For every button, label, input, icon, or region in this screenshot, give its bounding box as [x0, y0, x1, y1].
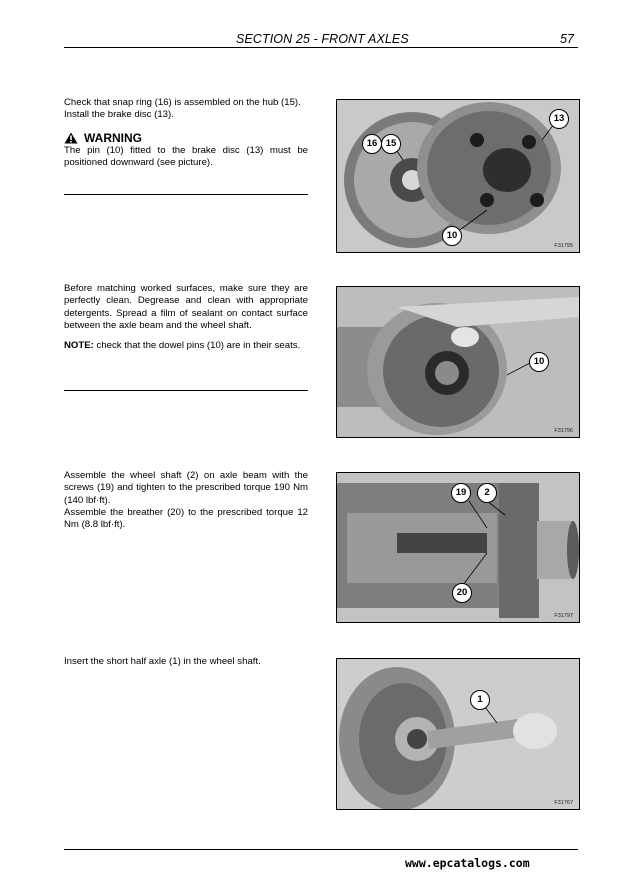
figure-code: F31795: [554, 243, 573, 249]
step-4-paragraph-1: Insert the short half axle (1) in the wheel shaft.: [64, 656, 261, 667]
footer-url[interactable]: www.epcatalogs.com: [405, 856, 530, 870]
page-number: 57: [560, 32, 574, 46]
step-1-paragraph-1: Check that snap ring (16) is assembled on the hub (15).: [64, 97, 301, 108]
header-divider: [64, 47, 578, 48]
warning-heading: [64, 132, 308, 144]
half-axle-photo: [337, 659, 579, 809]
callout-19: 19: [451, 483, 471, 503]
step-1-divider: [64, 194, 308, 195]
figure-half-axle: [336, 658, 580, 810]
warning-icon: [64, 132, 78, 144]
note-label: NOTE:: [64, 340, 94, 352]
callout-16: 16: [362, 134, 382, 154]
figure-code: F31767: [554, 800, 573, 806]
step-2-text: [64, 283, 308, 352]
warning-text: The pin (10) fitted to the brake disc (13) must be positioned downward (see picture).: [64, 144, 308, 169]
figure-wheel-shaft: [336, 472, 580, 623]
figure-code: F31796: [554, 428, 573, 434]
figure-dowel-pins: [336, 286, 580, 438]
callout-20: 20: [452, 583, 472, 603]
step-4-text: [64, 656, 308, 668]
footer-divider: [64, 849, 578, 850]
callout-10: 10: [529, 352, 549, 372]
callout-1: 1: [470, 690, 490, 710]
step-3-text: [64, 470, 308, 531]
warning-title: WARNING: [84, 130, 142, 145]
note: [64, 340, 308, 352]
step-3-paragraph-2: Assemble the breather (20) to the prescribed torque 12 Nm (8.8 lbf·ft).: [64, 506, 308, 531]
figure-brake-disc-install: [336, 99, 580, 253]
step-1-text: [64, 97, 308, 169]
note-text: check that the dowel pins (10) are in their seats.: [93, 340, 301, 352]
callout-2: 2: [477, 483, 497, 503]
step-2-paragraph-1: Before matching worked surfaces, make sure they are perfectly clean. Degrease and clean with appropriate detergents. Spread a film of sealant on contact surface between the axle beam and the wheel shaft.: [64, 283, 308, 331]
step-1-paragraph-2: Install the brake disc (13).: [64, 109, 174, 121]
callout-10: 10: [442, 226, 462, 246]
callout-15: 15: [381, 134, 401, 154]
section-title: SECTION 25 - FRONT AXLES: [236, 32, 409, 46]
callout-13: 13: [549, 109, 569, 129]
step-2-divider: [64, 390, 308, 391]
step-3-paragraph-1: Assemble the wheel shaft (2) on axle beam with the screws (19) and tighten to the prescribed torque 190 Nm (140 lbf·ft).: [64, 470, 308, 506]
figure-code: F31797: [554, 613, 573, 619]
